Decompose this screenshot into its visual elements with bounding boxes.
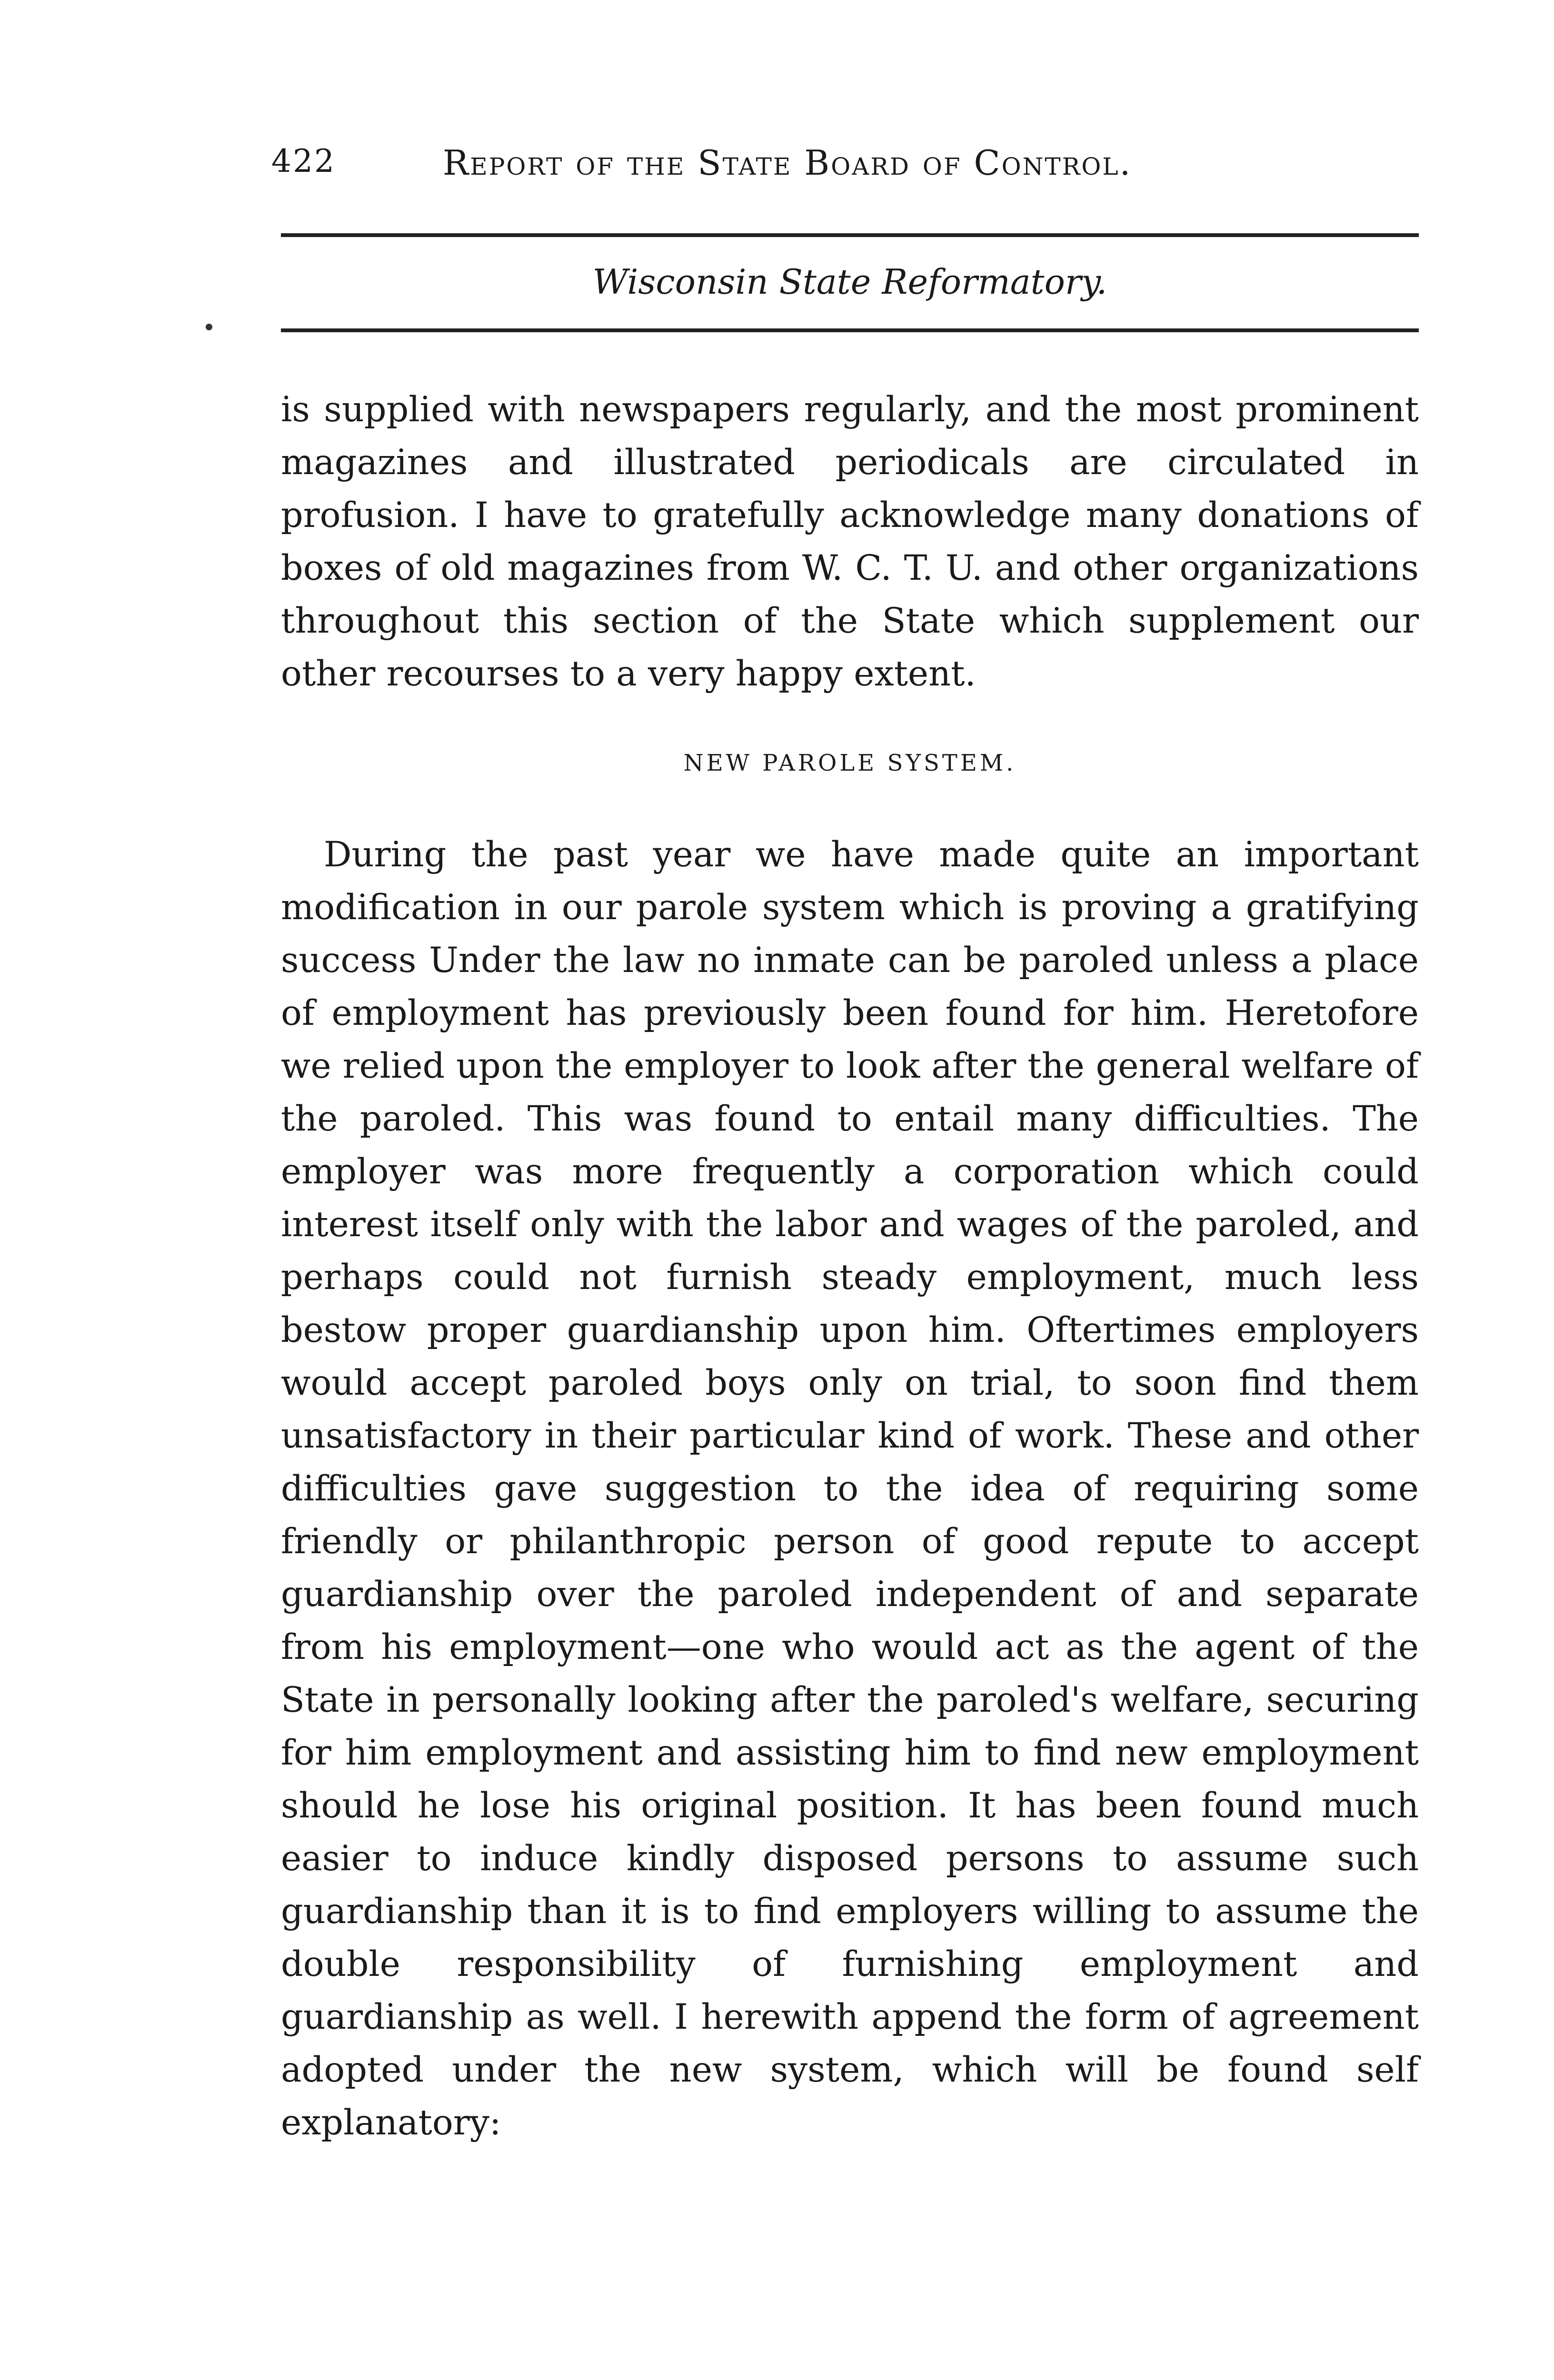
- header-rule-bottom: [281, 328, 1419, 332]
- document-page: [271, 0, 1419, 2380]
- section-heading: NEW PAROLE SYSTEM.: [683, 750, 1016, 776]
- parole-system-paragraph: During the past year we have made quite an important modification in our parole system which is proving a gratifying success Under the law no inmate can be paroled unless a place of employment has previously been found for him. Heretofore we relied upon the employer to look after the general welfare of the paroled. This was found to entail many difficulties. The employer was more frequently a corporation which could interest itself only with the labor and wages of the paroled, and perhaps could not furnish steady employment, much less bestow proper guardianship upon him. Oftertimes employers would accept paroled boys only on trial, to soon find them unsatisfactory in their particular kind of work. These and other difficulties gave suggestion to the idea of requiring some friendly or philanthropic person of good repute to accept guardianship over the paroled independent of and separate from his employment—one who would act as the agent of the State in personally looking after the paroled's welfare, securing for him employment and assisting him to find new employment should he lose his original position. It has been found much easier to induce kindly disposed persons to assume such guardianship than it is to find employers willing to assume the double responsibility of furnishing employment and guardianship as well. I herewith append the form of agreement adopted under the new system, which will be found self explanatory:: [281, 834, 1419, 2143]
- page-number: 422: [271, 143, 336, 179]
- running-head: [271, 143, 1419, 190]
- print-speck: [206, 324, 212, 330]
- institution-subtitle: Wisconsin State Reformatory.: [592, 262, 1107, 302]
- continued-paragraph: is supplied with newspapers regularly, and the most prominent magazines and illustrated periodicals are circulated in profusion. I have to gratefully acknowledge many donations of boxes of old magazines from W. C. T. U. and other organizations throughout this section of the State which supplement our other recourses to a very happy extent.: [281, 389, 1419, 694]
- header-rule-top: [281, 233, 1419, 237]
- running-title: Report of the State Board of Control.: [443, 143, 1132, 183]
